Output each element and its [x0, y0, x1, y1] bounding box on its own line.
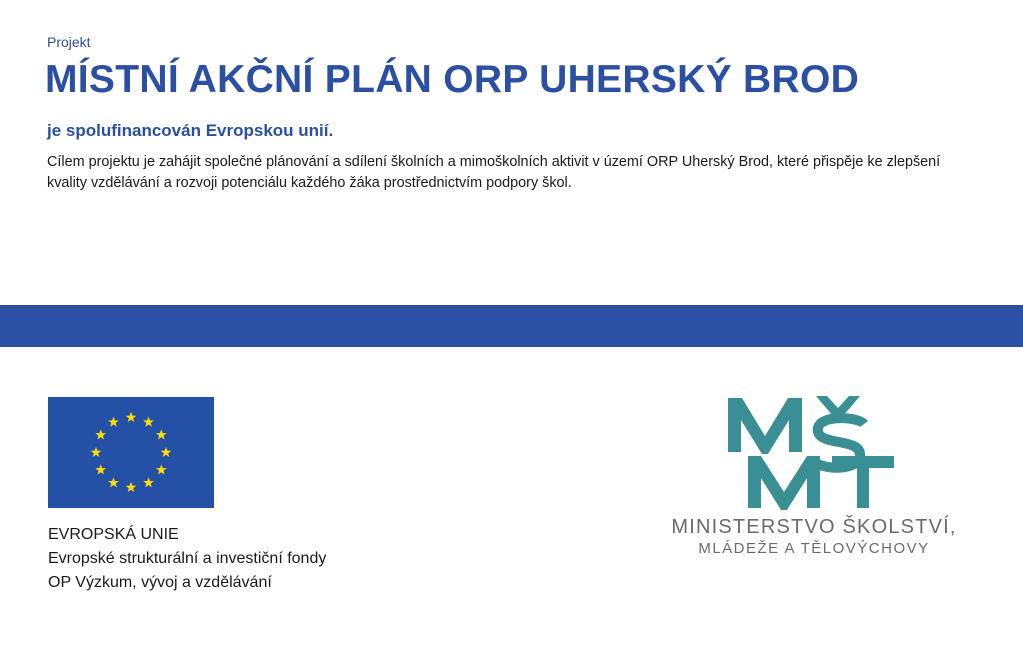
msmt-logo-icon — [728, 394, 896, 510]
eu-text-block — [48, 523, 326, 595]
msmt-logo-letter-t — [832, 456, 894, 508]
page-title: MÍSTNÍ AKČNÍ PLÁN ORP UHERSKÝ BROD — [45, 58, 860, 101]
project-label: Projekt — [47, 34, 91, 50]
msmt-logo-letter-m-bottom — [748, 456, 820, 510]
page-subtitle: je spolufinancován Evropskou unií. — [47, 121, 334, 140]
eu-line-programme: OP Výzkum, vývoj a vzdělávání — [48, 574, 272, 591]
blue-band-divider — [0, 305, 1023, 347]
msmt-name-line2: MLÁDEŽE A TĚLOVÝCHOVY — [698, 540, 930, 557]
eu-flag-icon — [48, 397, 214, 508]
eu-line-funds: Evropské strukturální a investiční fondy — [48, 550, 327, 567]
msmt-logo-letter-m-top — [728, 398, 802, 454]
msmt-name-line1: MINISTERSTVO ŠKOLSTVÍ, — [671, 516, 957, 538]
project-description: Cílem projektu je zahájit společné plánování a sdílení školních a mimoškolních aktivit v území ORP Uherský Brod, které přispěje ke zlepšení kvality vzdělávání a rozvoji potenciálu každého žáka prostřednictvím podpory škol. — [47, 154, 941, 191]
eu-line-union: EVROPSKÁ UNIE — [48, 526, 179, 543]
msmt-logo-caron — [816, 396, 860, 416]
